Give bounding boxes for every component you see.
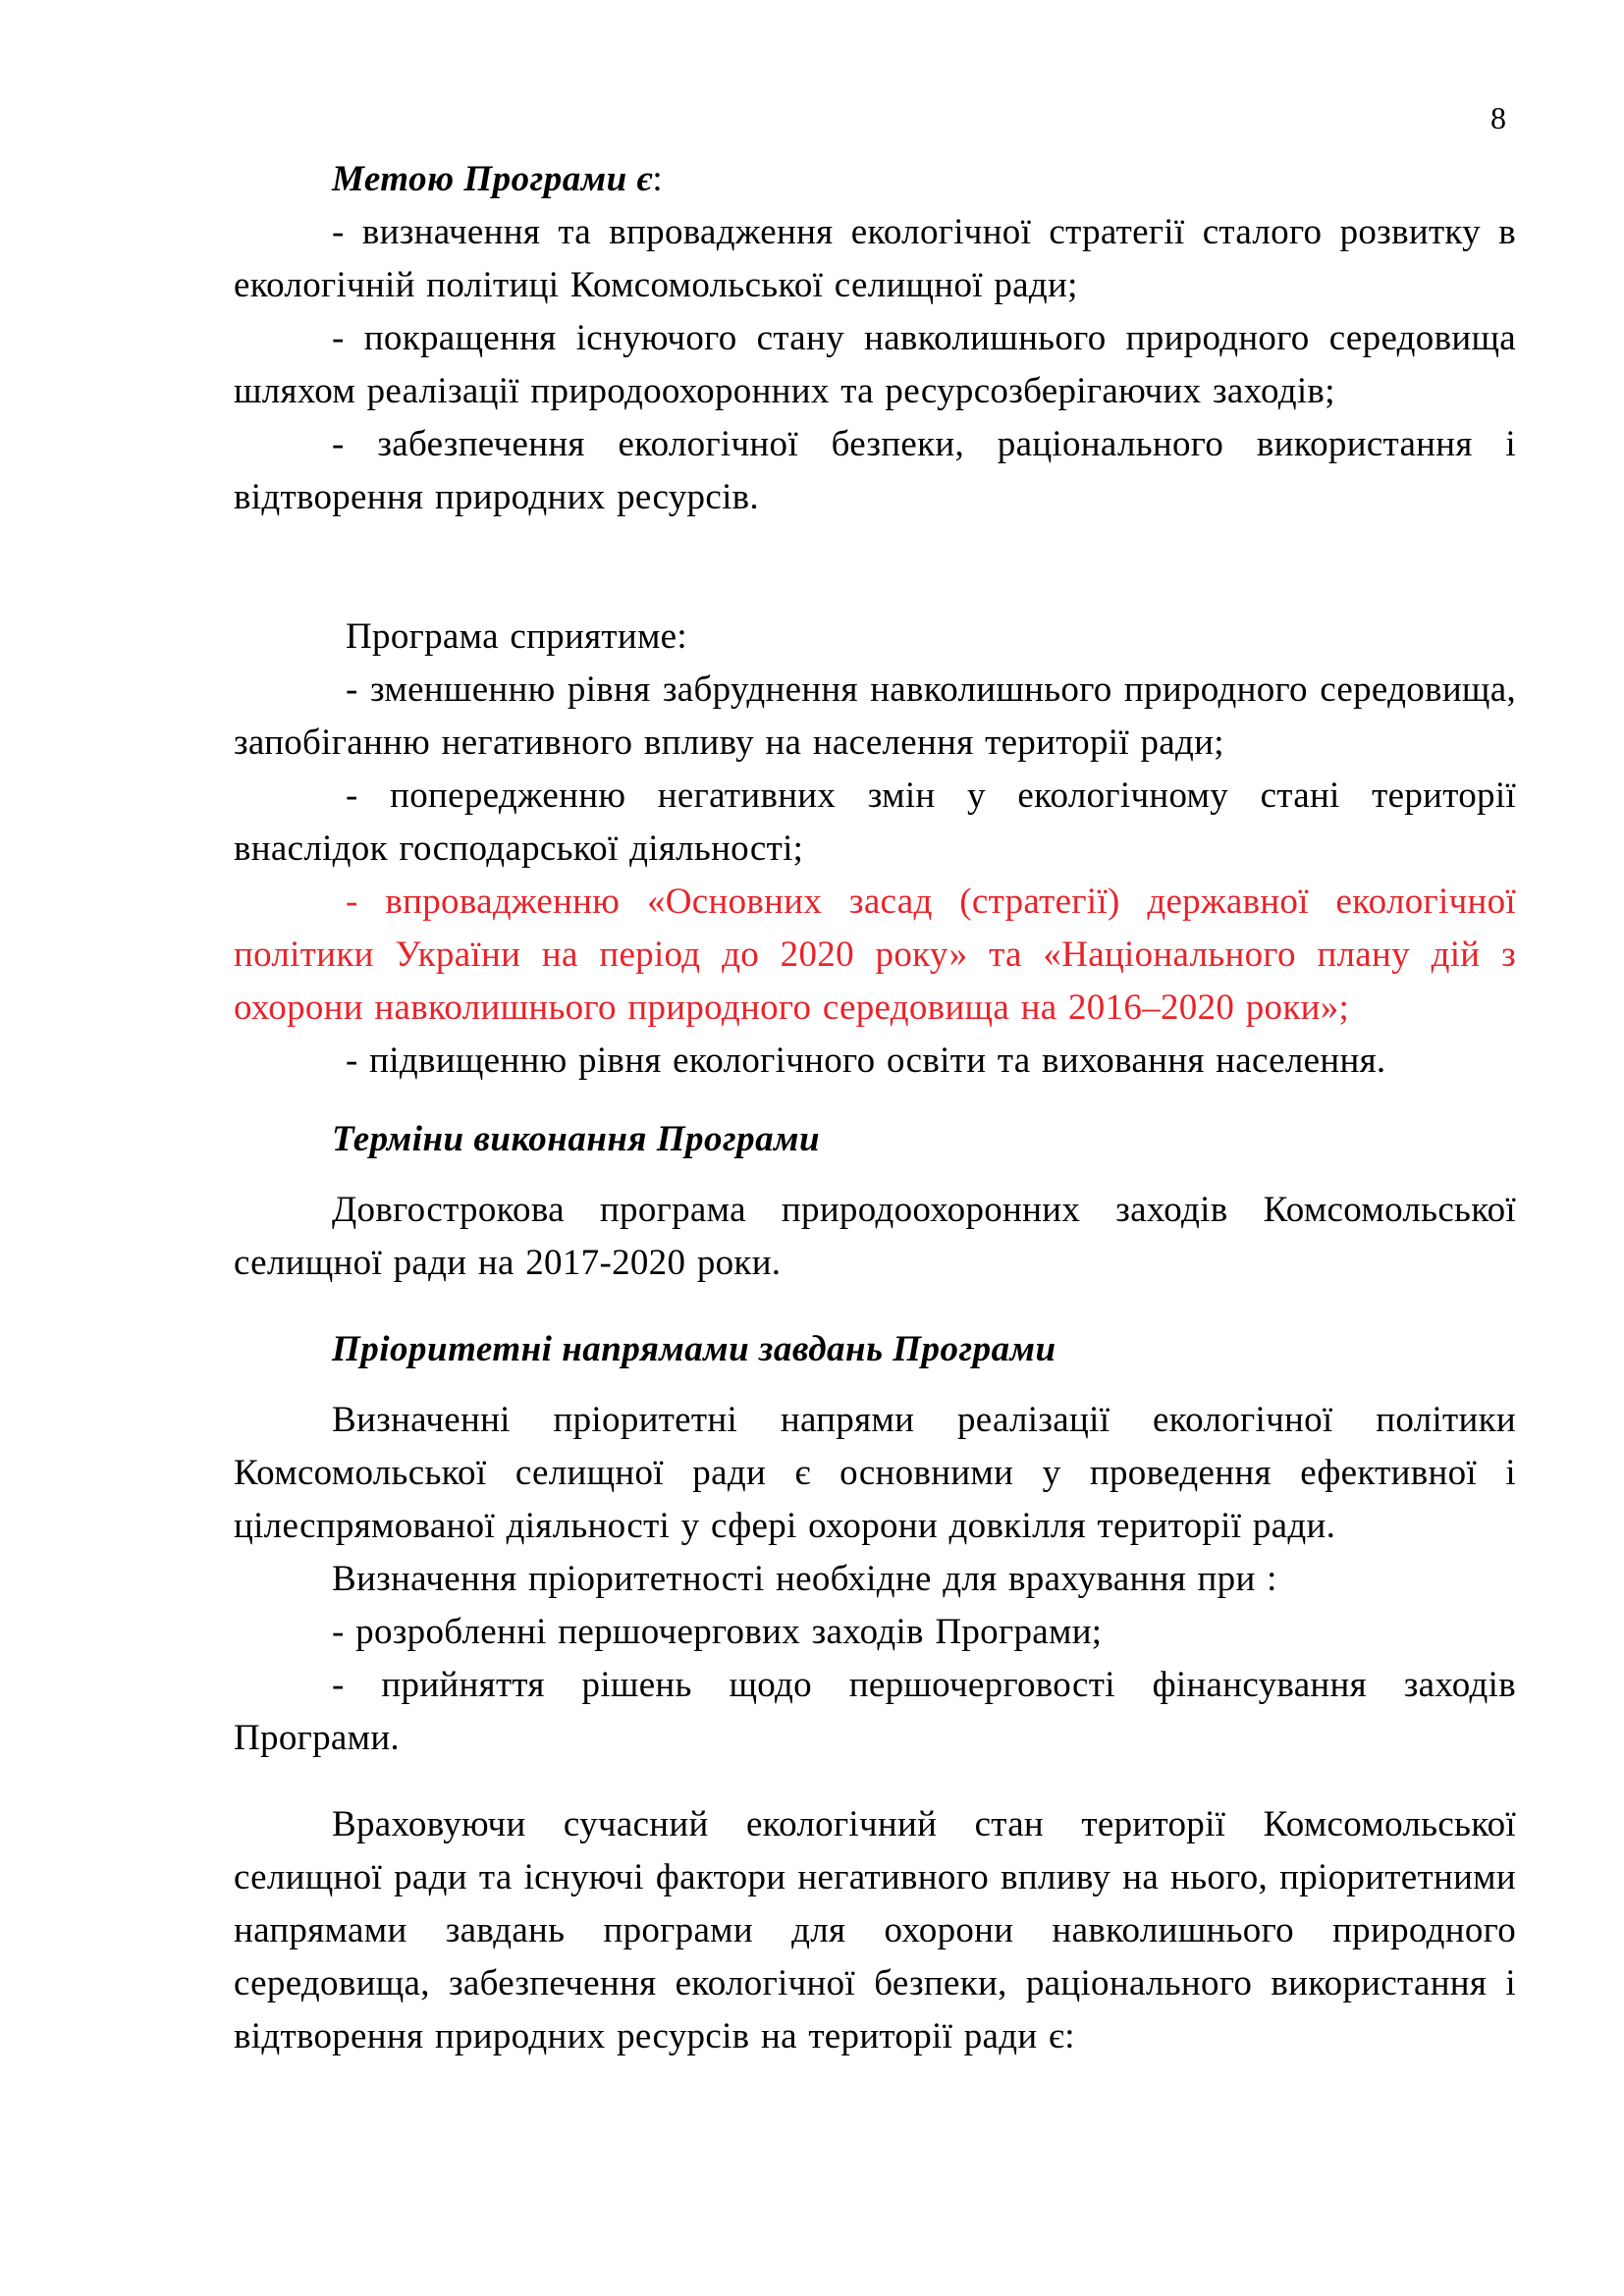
priorities-item-1: - розробленні першочергових заходів Програми; <box>332 1612 1103 1652</box>
goal-heading <box>234 153 1516 206</box>
priorities-item-2: - прийняття рішень щодо першочерговості фінансування заходів Програми. <box>234 1665 1516 1758</box>
promotes-item-1: - зменшенню рівня забруднення навколишнього природного середовища, запобіганню негативного впливу на населення території ради; <box>234 669 1516 763</box>
promotes-item-2: - попередженню негативних змін у екологічному стані території внаслідок господарської діяльності; <box>234 775 1516 869</box>
goal-item-1: - визначення та впровадження екологічної стратегії сталого розвитку в екологічній політиці Комсомольської селищної ради; <box>234 212 1516 305</box>
priorities-paragraph-1: Визначенні пріоритетні напрями реалізації екологічної політики Комсомольської селищної ради є основними у проведення ефективної і цілеспрямованої діяльності у сфері охорони довкілля території ради. <box>234 1400 1516 1546</box>
page-number: 8 <box>1490 100 1506 135</box>
promotes-item-last: - підвищенню рівня екологічного освіти та виховання населення. <box>346 1041 1386 1081</box>
promotes-item-highlighted: - впровадженню «Основних засад (стратегії) державної екологічної політики України на період до 2020 року» та «Національного плану дій з охорони навколишнього природного середовища на 2016–2020 роки»; <box>234 881 1516 1028</box>
priorities-paragraph-3: Враховуючи сучасний екологічний стан території Комсомольської селищної ради та існуючі фактори негативного впливу на нього, пріоритетними напрямами завдань програми для охорони навколишнього природного середовища, забезпечення екологічної безпеки, раціонального використання і відтворення природних ресурсів на території ради є: <box>234 1804 1516 2056</box>
terms-text: Довгострокова програма природоохоронних заходів Комсомольської селищної ради на 2017-2020 роки. <box>234 1190 1516 1283</box>
goal-item-3: - забезпечення екологічної безпеки, раціонального використання і відтворення природних ресурсів. <box>234 424 1516 517</box>
priorities-paragraph-2: Визначення пріоритетності необхідне для врахування при : <box>332 1559 1277 1599</box>
goal-heading-colon: : <box>652 159 664 199</box>
goal-item-2: - покращення існуючого стану навколишнього природного середовища шляхом реалізації природоохоронних та ресурсозберігаючих заходів; <box>234 318 1516 411</box>
terms-heading: Терміни виконання Програми <box>332 1119 821 1159</box>
document-body <box>234 153 1516 2063</box>
goal-heading-text: Метою Програми є <box>332 159 653 199</box>
priorities-heading: Пріоритетні напрямами завдань Програми <box>332 1329 1056 1369</box>
promotes-intro: Програма сприятиме: <box>346 616 687 657</box>
